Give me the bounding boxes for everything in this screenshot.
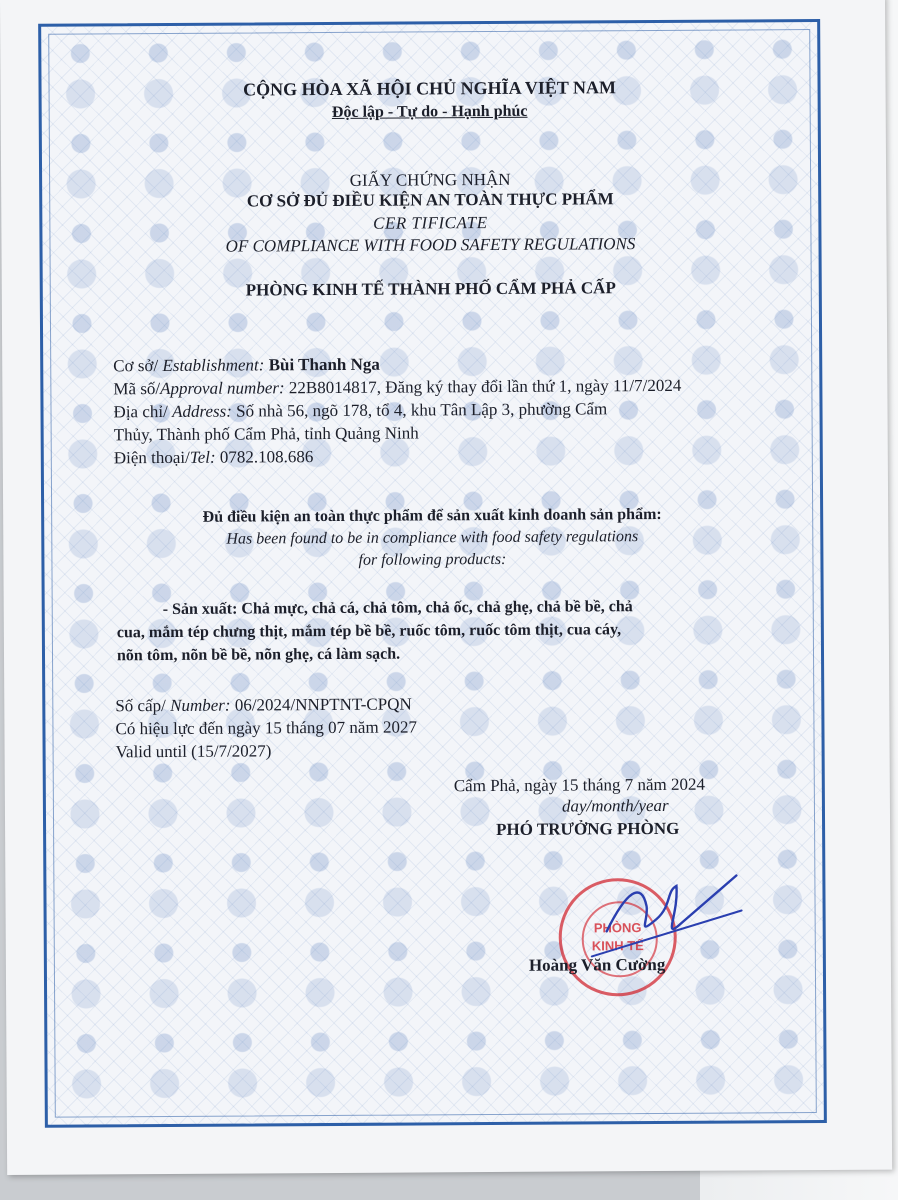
compliance-vi: Đủ điều kiện an toàn thực phẩm để sản xuất kinh doanh sản phẩm: (202, 505, 662, 526)
number-value: 06/2024/NNPTNT-CPQN (234, 694, 412, 715)
phone-value: 0782.108.686 (219, 447, 314, 467)
compliance-en-line2: for following products: (358, 550, 507, 569)
title-vi-line1: GIẤY CHỨNG NHẬN (349, 169, 511, 190)
products-line1: - Sản xuất: Chả mực, chả cá, chả tôm, chả ốc, chả ghẹ, chả bề bề, chả (162, 598, 633, 619)
issuer: PHÒNG KINH TẾ THÀNH PHỐ CẨM PHẢ CẤP (245, 278, 616, 300)
address-value-line2: Thủy, Thành phố Cẩm Phả, tỉnh Quảng Ninh (113, 423, 419, 445)
approval-value: 22B8014817, Đăng ký thay đổi lần thứ 1, ngày 11/7/2024 (288, 375, 682, 398)
republic-header: CỘNG HÒA XÃ HỘI CHỦ NGHĨA VIỆT NAM (243, 77, 617, 100)
signer-position: PHÓ TRƯỞNG PHÒNG (496, 818, 680, 839)
address-value-line1: Số nhà 56, ngõ 178, tổ 4, khu Tân Lập 3, phường Cẩm (236, 399, 608, 421)
stamp-text-line1: PHÒNG (593, 920, 642, 936)
signer-name: Hoàng Văn Cường (528, 954, 666, 975)
title-vi-line2: CƠ SỞ ĐỦ ĐIỀU KIỆN AN TOÀN THỰC PHẨM (246, 189, 614, 211)
establishment-label-en: Establishment: (162, 355, 265, 376)
establishment-value: Bùi Thanh Nga (268, 354, 380, 375)
motto: Độc lập - Tự do - Hạnh phúc (331, 102, 528, 121)
phone-row: Điện thoại/Tel: 0782.108.686 (113, 447, 314, 468)
products-line2: cua, mắm tép chưng thịt, mắm tép bề bề, ruốc tôm, ruốc tôm thịt, cua cáy, (116, 621, 622, 642)
validity-en: Valid until (15/7/2027) (115, 741, 272, 762)
stamp-text-line2: KINH TẾ (591, 938, 644, 954)
approval-row: Mã số/Approval number: 22B8014817, Đăng ký thay đổi lần thứ 1, ngày 11/7/2024 (113, 375, 682, 399)
title-en-line1: CER TIFICATE (373, 213, 488, 233)
title-en-line2: OF COMPLIANCE WITH FOOD SAFETY REGULATIONS (225, 234, 636, 256)
validity-vi: Có hiệu lực đến ngày 15 tháng 07 năm 2027 (115, 717, 417, 739)
date-format: day/month/year (561, 795, 669, 816)
certificate-frame (38, 19, 827, 1128)
handwritten-signature (586, 860, 747, 961)
compliance-en-line1: Has been found to be in compliance with food safety regulations (226, 528, 639, 548)
products-line3: nõn tôm, nõn bề bề, nõn ghẹ, cá làm sạch. (116, 645, 401, 665)
address-row: Địa chỉ/ Address: Số nhà 56, ngõ 178, tổ 4, khu Tân Lập 3, phường Cẩm (113, 399, 608, 422)
official-stamp (558, 878, 677, 997)
establishment-label-vi: Cơ sở/ (113, 356, 159, 376)
place-date: Cẩm Phả, ngày 15 tháng 7 năm 2024 (453, 774, 706, 796)
establishment-row (113, 355, 380, 377)
number-row: Số cấp/ Number: 06/2024/NNPTNT-CPQN (115, 694, 412, 716)
